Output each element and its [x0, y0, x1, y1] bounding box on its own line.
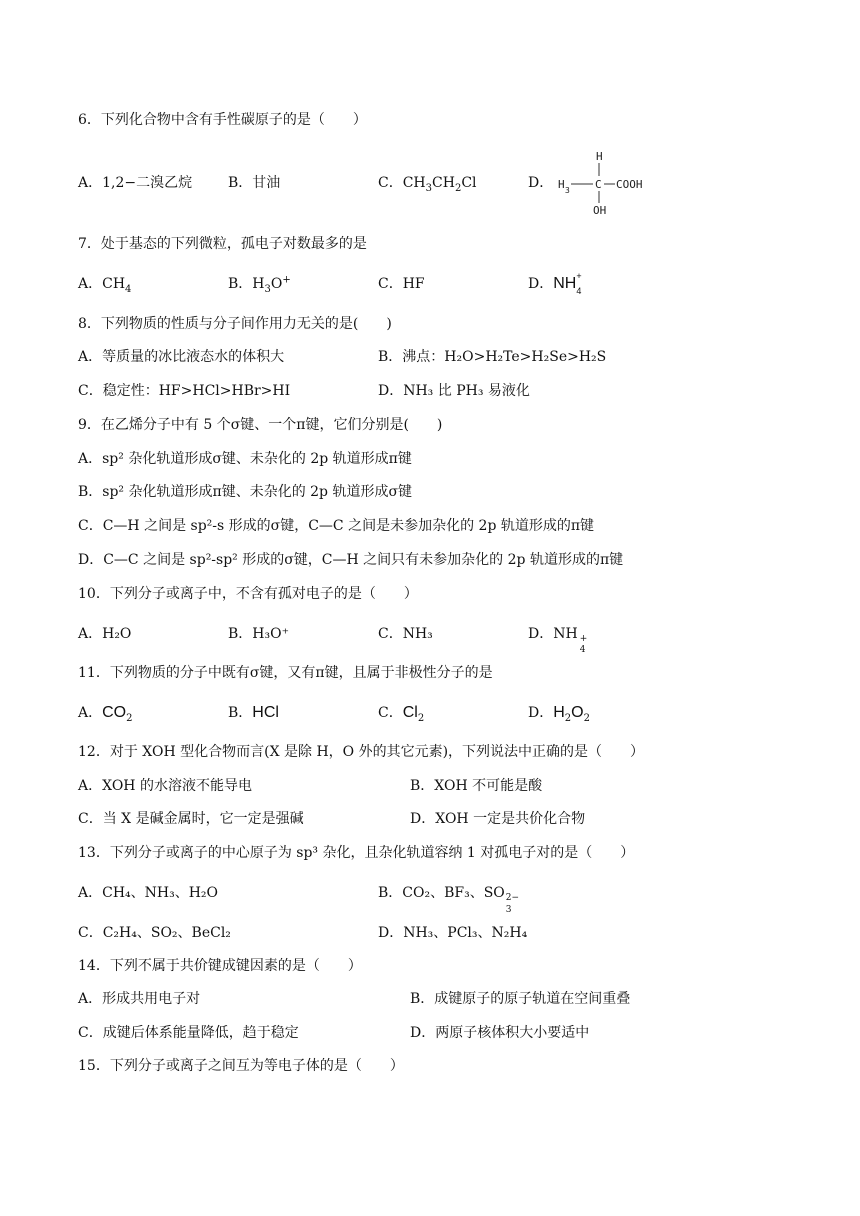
q9-option-c: C．C—H 之间是 sp²-s 形成的σ键，C—C 之间是未参加杂化的 2p 轨道形成的π键: [78, 518, 595, 534]
q12-option-c: C．当 X 是碱金属时，它一定是强碱: [78, 811, 304, 827]
q12-option-d: D．XOH 一定是共价化合物: [410, 811, 586, 827]
question-15-stem: 15．下列分子或离子之间互为等电子体的是（ ）: [78, 1058, 404, 1074]
q6-option-d-label: D．: [528, 175, 554, 191]
q6-option-b: B．甘油: [228, 175, 281, 191]
q12-option-a: A．XOH 的水溶液不能导电: [78, 778, 252, 794]
question-9-stem: 9．在乙烯分子中有 5 个σ键、一个π键，它们分别是( ): [78, 417, 443, 433]
q7-option-b: B．$H_3O^+$: [228, 274, 291, 295]
q8-option-b: B．沸点：H₂O>H₂Te>H₂Se>H₂S: [378, 349, 607, 365]
struct-left-sub: 3: [565, 186, 570, 195]
question-11-stem: 11．下列物质的分子中既有σ键，又有π键，且属于非极性分子的是: [78, 665, 493, 681]
q6-option-a: A．1,2−二溴乙烷: [78, 175, 193, 191]
q7-option-a: A．$CH_4$: [78, 276, 132, 295]
q10-option-c: C．NH₃: [378, 626, 433, 642]
q9-option-d: D．C—C 之间是 sp²-sp² 形成的σ键，C—H 之间只有未参加杂化的 2p 轨道形成的π键: [78, 552, 624, 568]
q13-option-d: D．NH₃、PCl₃、N₂H₄: [378, 925, 528, 941]
q8-option-a: A．等质量的冰比液态水的体积大: [78, 349, 285, 365]
q9-option-b: B．sp² 杂化轨道形成π键、未杂化的 2p 轨道形成σ键: [78, 484, 413, 500]
lactic-acid-structure: [555, 148, 665, 218]
q6-option-c: C．$CH_3CH_2Cl$: [378, 175, 477, 194]
q14-option-a: A．形成共用电子对: [78, 991, 201, 1007]
q10-option-b: B．H₃O⁺: [228, 626, 289, 642]
q9-option-a: A．sp² 杂化轨道形成σ键、未杂化的 2p 轨道形成π键: [78, 451, 412, 467]
q14-option-b: B．成键原子的原子轨道在空间重叠: [410, 991, 631, 1007]
question-14-stem: 14．下列不属于共价键成键因素的是（ ）: [78, 958, 362, 974]
q13-option-b: B．CO₂、BF₃、SO 2− 3: [378, 885, 520, 915]
question-13-stem: 13．下列分子或离子的中心原子为 sp³ 杂化，且杂化轨道容纳 1 对孤电子对的是（ ）: [78, 845, 635, 861]
question-10-stem: 10．下列分子或离子中，不含有孤对电子的是（ ）: [78, 586, 418, 602]
q14-option-d: D．两原子核体积大小要适中: [410, 1025, 590, 1041]
q13-option-c: C．C₂H₄、SO₂、BeCl₂: [78, 925, 231, 941]
q8-option-c: C．稳定性：HF>HCl>HBr>HI: [78, 383, 291, 399]
question-7-stem: 7．处于基态的下列微粒，孤电子对数最多的是: [78, 236, 367, 252]
q11-option-d: D．$H_2O_2$: [528, 704, 590, 724]
q7-option-d: D．NH + 4: [528, 271, 582, 296]
q10-option-a: A．H₂O: [78, 626, 132, 642]
question-8-stem: 8．下列物质的性质与分子间作用力无关的是( ): [78, 316, 392, 332]
struct-right-cooh: COOH: [616, 178, 643, 191]
struct-left-h: H: [558, 178, 565, 191]
struct-center-c: C: [595, 178, 602, 191]
q10-option-d: D．NH + 4: [528, 626, 588, 655]
q11-option-a: A．$CO_2$: [78, 704, 133, 724]
question-6-stem: 6．下列化合物中含有手性碳原子的是（ ）: [78, 112, 367, 128]
q14-option-c: C．成键后体系能量降低，趋于稳定: [78, 1025, 299, 1041]
q11-option-c: C．$Cl_2$: [378, 704, 425, 724]
q7-option-c: C．HF: [378, 276, 425, 292]
struct-top-h: H: [596, 150, 603, 163]
struct-bottom-oh: OH: [593, 204, 607, 217]
question-12-stem: 12．对于 XOH 型化合物而言(X 是除 H，O 外的其它元素)，下列说法中正确的是（ ）: [78, 744, 645, 760]
q11-option-b: B．HCl: [228, 704, 279, 721]
q13-option-a: A．CH₄、NH₃、H₂O: [78, 885, 219, 901]
q12-option-b: B．XOH 不可能是酸: [410, 778, 543, 794]
q8-option-d: D．NH₃ 比 PH₃ 易液化: [378, 383, 530, 399]
